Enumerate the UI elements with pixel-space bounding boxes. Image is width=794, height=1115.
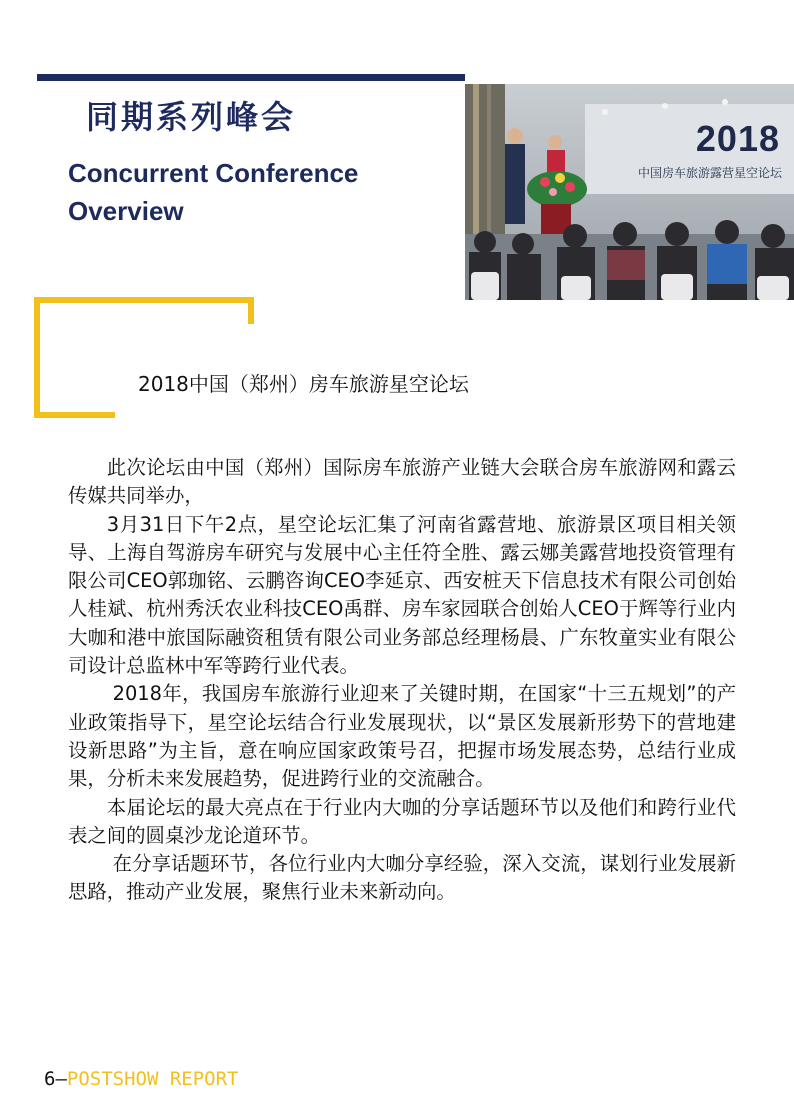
bracket-bottom — [34, 412, 115, 418]
page-title-cn: 同期系列峰会 — [86, 98, 297, 136]
photo-banner-text: 中国房车旅游露营星空论坛 — [637, 166, 782, 180]
conference-photo — [465, 84, 794, 300]
paragraph-3: 2018年，我国房车旅游行业迎来了关键时期，在国家“十三五规划”的产业政策指导下，星空论坛结合行业发展现状，以“景区发展新形势下的营地建设新思路”为主旨，意在响应国家政策号召，把握市场发展态势，总结行业成果，分析未来发展趋势，促进跨行业的交流融合。 — [68, 682, 736, 791]
bracket-left — [34, 297, 40, 418]
header-rule — [37, 74, 465, 81]
photo-banner-year: 2018 — [695, 118, 780, 159]
footer-label: POSTSHOW REPORT — [66, 1068, 239, 1090]
bracket-tick — [248, 297, 254, 324]
bracket-top — [34, 297, 254, 303]
paragraph-5: 在分享话题环节，各位行业内大咖分享经验，深入交流，谋划行业发展新思路，推动产业发展，聚焦行业未来新动向。 — [68, 852, 736, 904]
page-title-en: Concurrent Conference Overview — [68, 158, 359, 226]
section-title: 2018中国（郑州）房车旅游星空论坛 — [138, 372, 469, 396]
page-number: 6— — [44, 1068, 67, 1090]
conference-photo-illustration — [465, 84, 794, 300]
paragraph-4: 本届论坛的最大亮点在于行业内大咖的分享话题环节以及他们和跨行业代表之间的圆桌沙龙论道环节。 — [68, 795, 736, 847]
article-body — [68, 454, 736, 907]
paragraph-2: 3月31日下午2点，星空论坛汇集了河南省露营地、旅游景区项目相关领导、上海自驾游房车研究与发展中心主任符全胜、露云娜美露营地投资管理有限公司CEO郭珈铭、云鹏咨询CEO李延京、西安桩天下信息技术有限公司创始人桂斌、杭州秀沃农业科技CEO禹群、房车家园联合创始人CEO于辉等行业内大咖和港中旅国际融资租赁有限公司业务部总经理杨晨、广东牧童实业有限公司设计总监林中军等跨行业代表。 — [68, 512, 736, 678]
page-footer — [44, 1068, 238, 1090]
paragraph-1: 此次论坛由中国（郑州）国际房车旅游产业链大会联合房车旅游网和露云传媒共同举办， — [68, 456, 736, 508]
